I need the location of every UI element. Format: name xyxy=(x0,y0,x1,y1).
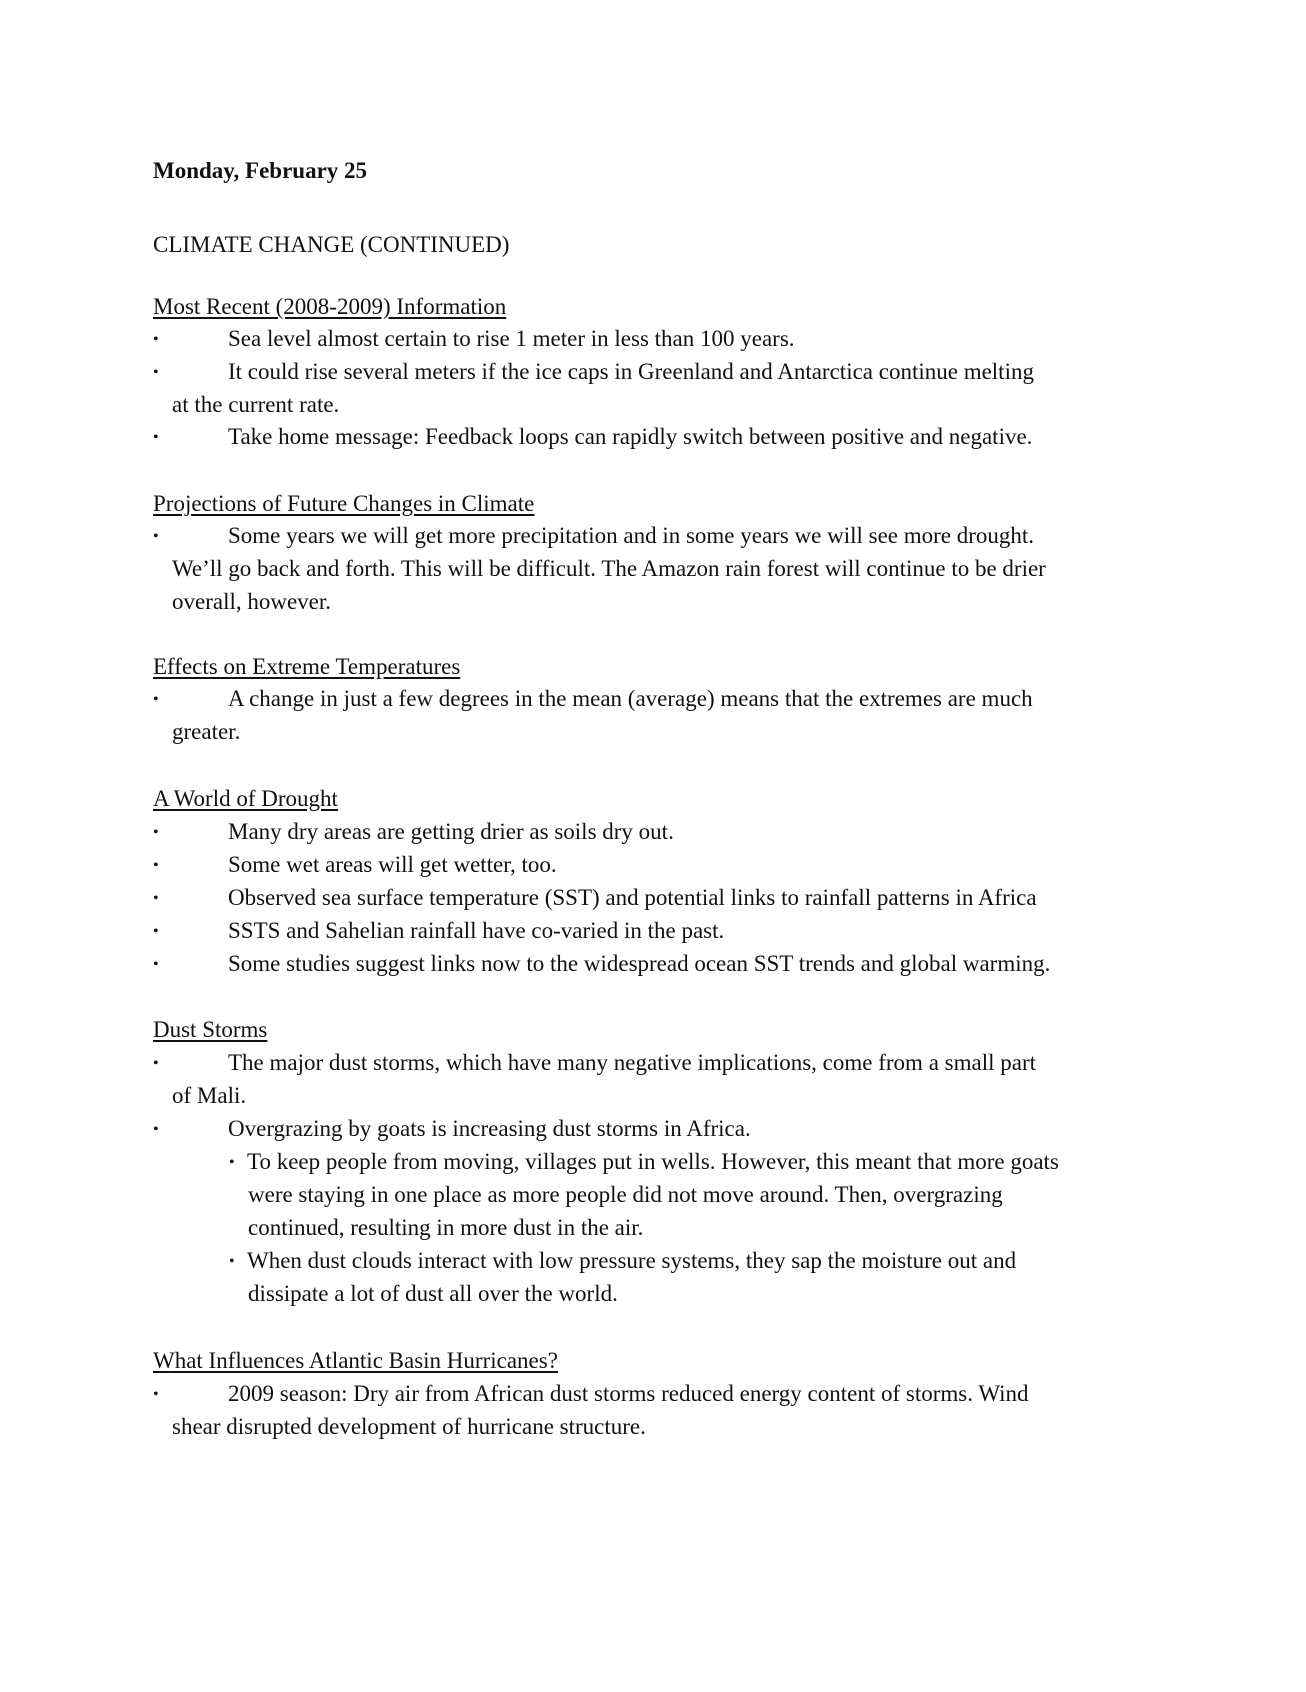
section-heading-dust-storms: Dust Storms xyxy=(153,1017,268,1042)
section-heading-atlantic-hurricanes: What Influences Atlantic Basin Hurricanes? xyxy=(153,1348,558,1373)
list-item: • Many dry areas are getting drier as soils dry out. xyxy=(153,819,674,844)
bullet-icon: • xyxy=(153,824,159,841)
section-heading-world-of-drought: A World of Drought xyxy=(153,786,338,811)
list-item: • Some years we will get more precipitation and in some years we will see more drought. xyxy=(153,523,1035,548)
sub-bullet-icon: • xyxy=(229,1154,235,1171)
list-item: • Some studies suggest links now to the widespread ocean SST trends and global warming. xyxy=(153,951,1051,976)
list-item: • It could rise several meters if the ice caps in Greenland and Antarctica continue melting xyxy=(153,359,1034,384)
list-item: • A change in just a few degrees in the mean (average) means that the extremes are much xyxy=(153,686,1033,711)
bullet-icon: • xyxy=(153,691,159,708)
section-heading-extreme-temperatures: Effects on Extreme Temperatures xyxy=(153,654,461,679)
lecture-title: CLIMATE CHANGE (CONTINUED) xyxy=(153,232,510,257)
list-item: • SSTS and Sahelian rainfall have co-varied in the past. xyxy=(153,918,725,943)
list-item-continuation: We’ll go back and forth. This will be difficult. The Amazon rain forest will continue to be drier xyxy=(172,556,1046,581)
sub-list-item: • To keep people from moving, villages put in wells. However, this meant that more goats xyxy=(229,1149,1059,1174)
bullet-icon: • xyxy=(153,429,159,446)
list-item: • Take home message: Feedback loops can rapidly switch between positive and negative. xyxy=(153,424,1033,449)
bullet-icon: • xyxy=(153,1055,159,1072)
list-item-continuation: at the current rate. xyxy=(172,392,340,417)
sub-list-item-continuation: continued, resulting in more dust in the air. xyxy=(248,1215,644,1240)
list-item-continuation: overall, however. xyxy=(172,589,332,614)
list-item-continuation: greater. xyxy=(172,719,241,744)
bullet-icon: • xyxy=(153,923,159,940)
lecture-date: Monday, February 25 xyxy=(153,158,368,183)
list-item: • The major dust storms, which have many negative implications, come from a small part xyxy=(153,1050,1036,1075)
bullet-icon: • xyxy=(153,1386,159,1403)
sub-bullet-icon: • xyxy=(229,1253,235,1270)
bullet-icon: • xyxy=(153,857,159,874)
list-item: • Sea level almost certain to rise 1 meter in less than 100 years. xyxy=(153,326,795,351)
list-item-continuation: of Mali. xyxy=(172,1083,247,1108)
section-heading-projections: Projections of Future Changes in Climate xyxy=(153,491,535,516)
bullet-icon: • xyxy=(153,331,159,348)
sub-list-item-continuation: were staying in one place as more people did not move around. Then, overgrazing xyxy=(248,1182,1003,1207)
bullet-icon: • xyxy=(153,890,159,907)
section-heading-most-recent: Most Recent (2008-2009) Information xyxy=(153,294,507,319)
bullet-icon: • xyxy=(153,364,159,381)
list-item: • 2009 season: Dry air from African dust storms reduced energy content of storms. Wind xyxy=(153,1381,1029,1406)
bullet-icon: • xyxy=(153,528,159,545)
sub-list-item: • When dust clouds interact with low pressure systems, they sap the moisture out and xyxy=(229,1248,1017,1273)
bullet-icon: • xyxy=(153,956,159,973)
bullet-icon: • xyxy=(153,1121,159,1138)
list-item: • Some wet areas will get wetter, too. xyxy=(153,852,557,877)
list-item: • Observed sea surface temperature (SST) and potential links to rainfall patterns in Africa xyxy=(153,885,1037,910)
list-item-continuation: shear disrupted development of hurricane structure. xyxy=(172,1414,646,1439)
sub-list-item-continuation: dissipate a lot of dust all over the world. xyxy=(248,1281,618,1306)
list-item: • Overgrazing by goats is increasing dust storms in Africa. xyxy=(153,1116,751,1141)
